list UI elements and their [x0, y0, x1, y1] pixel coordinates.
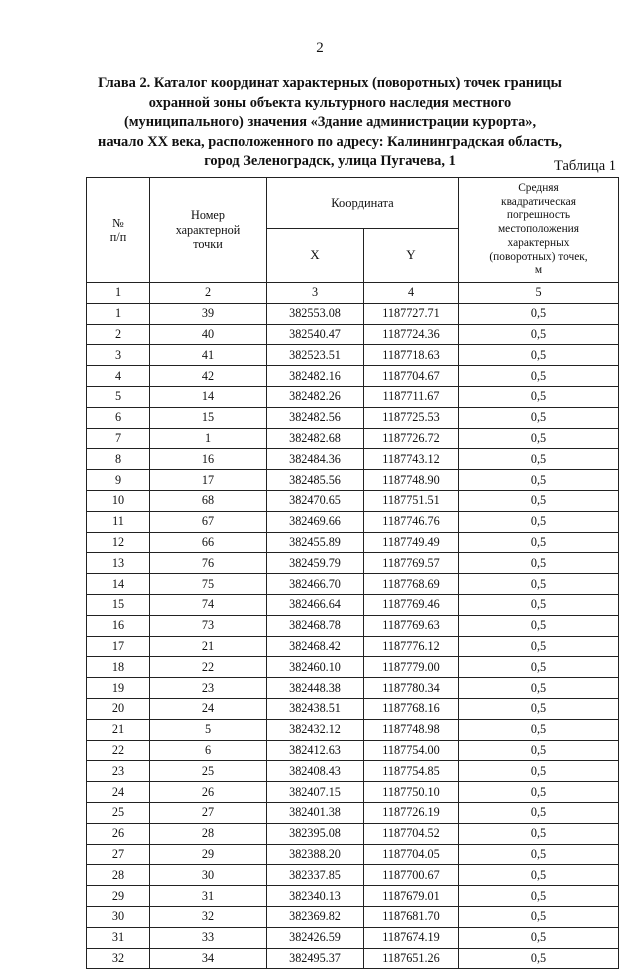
cell-y: 1187748.90: [364, 470, 459, 491]
cell-row-number: 6: [87, 407, 150, 428]
cell-y: 1187704.67: [364, 366, 459, 387]
cell-x: 382540.47: [267, 324, 364, 345]
cell-error: 0,5: [459, 345, 619, 366]
cell-x: 382401.38: [267, 802, 364, 823]
cell-row-number: 2: [87, 324, 150, 345]
header-text: точки: [193, 237, 223, 252]
cell-x: 382438.51: [267, 698, 364, 719]
cell-x: 382482.26: [267, 386, 364, 407]
cell-row-number: 26: [87, 823, 150, 844]
page-number: 2: [316, 40, 324, 56]
cell-x: 382466.64: [267, 594, 364, 615]
cell-error: 0,5: [459, 886, 619, 907]
cell-y: 1187704.52: [364, 823, 459, 844]
cell-x: 382408.43: [267, 761, 364, 782]
cell-point-number: 26: [150, 782, 267, 803]
cell-y: 1187779.00: [364, 657, 459, 678]
cell-row-number: 23: [87, 761, 150, 782]
cell-row-number: 30: [87, 906, 150, 927]
cell-row-number: 20: [87, 698, 150, 719]
cell-y: 1187749.49: [364, 532, 459, 553]
cell-row-number: 22: [87, 740, 150, 761]
cell-point-number: 40: [150, 324, 267, 345]
cell-point-number: 15: [150, 407, 267, 428]
cell-error: 0,5: [459, 906, 619, 927]
header-text: характерной: [175, 222, 241, 237]
table-row: [87, 678, 619, 699]
heading-line: начало XX века, расположенного по адресу: Калининградская область,: [98, 133, 562, 150]
table-row: [87, 719, 619, 740]
cell-row-number: 25: [87, 802, 150, 823]
cell-row-number: 8: [87, 449, 150, 470]
chapter-heading: [60, 74, 600, 172]
heading-line: Глава 2. Каталог координат характерных (поворотных) точек границы: [98, 75, 562, 91]
cell-row-number: 7: [87, 428, 150, 449]
header-text: квадратическая: [501, 195, 576, 208]
table-row: [87, 386, 619, 407]
cell-x: 382470.65: [267, 490, 364, 511]
cell-point-number: 21: [150, 636, 267, 657]
cell-point-number: 66: [150, 532, 267, 553]
cell-x: 382484.36: [267, 449, 364, 470]
cell-row-number: 15: [87, 594, 150, 615]
cell-point-number: 42: [150, 366, 267, 387]
column-number: 4: [364, 283, 459, 304]
cell-x: 382485.56: [267, 470, 364, 491]
cell-y: 1187724.36: [364, 324, 459, 345]
table-row: [87, 823, 619, 844]
table-row: [87, 948, 619, 969]
cell-x: 382482.16: [267, 366, 364, 387]
cell-y: 1187768.16: [364, 698, 459, 719]
cell-y: 1187711.67: [364, 386, 459, 407]
cell-error: 0,5: [459, 366, 619, 387]
cell-point-number: 22: [150, 657, 267, 678]
header-text: погрешность: [506, 209, 571, 222]
cell-row-number: 19: [87, 678, 150, 699]
cell-y: 1187769.63: [364, 615, 459, 636]
cell-point-number: 33: [150, 927, 267, 948]
cell-error: 0,5: [459, 470, 619, 491]
cell-point-number: 32: [150, 906, 267, 927]
column-number: 1: [87, 283, 150, 304]
cell-error: 0,5: [459, 698, 619, 719]
cell-row-number: 21: [87, 719, 150, 740]
table-row: [87, 366, 619, 387]
table-row: [87, 303, 619, 324]
table-row: [87, 844, 619, 865]
table-row: [87, 574, 619, 595]
cell-point-number: 27: [150, 802, 267, 823]
cell-error: 0,5: [459, 303, 619, 324]
table-row: [87, 490, 619, 511]
cell-point-number: 75: [150, 574, 267, 595]
header-text: местоположения: [497, 223, 580, 236]
cell-error: 0,5: [459, 490, 619, 511]
cell-y: 1187751.51: [364, 490, 459, 511]
header-row-number: [87, 178, 150, 283]
cell-point-number: 5: [150, 719, 267, 740]
table-row: [87, 428, 619, 449]
cell-y: 1187750.10: [364, 782, 459, 803]
cell-row-number: 27: [87, 844, 150, 865]
heading-line: (муниципального) значения «Здание администрации курорта»,: [123, 114, 537, 130]
cell-row-number: 29: [87, 886, 150, 907]
cell-point-number: 28: [150, 823, 267, 844]
cell-y: 1187748.98: [364, 719, 459, 740]
header-y: Y: [364, 229, 459, 283]
cell-row-number: 4: [87, 366, 150, 387]
cell-x: 382455.89: [267, 532, 364, 553]
table-row: [87, 511, 619, 532]
cell-x: 382468.42: [267, 636, 364, 657]
cell-point-number: 29: [150, 844, 267, 865]
cell-y: 1187704.05: [364, 844, 459, 865]
cell-y: 1187754.85: [364, 761, 459, 782]
cell-y: 1187718.63: [364, 345, 459, 366]
cell-error: 0,5: [459, 386, 619, 407]
cell-x: 382448.38: [267, 678, 364, 699]
table-row: [87, 532, 619, 553]
cell-row-number: 12: [87, 532, 150, 553]
cell-point-number: 41: [150, 345, 267, 366]
table-row: [87, 657, 619, 678]
cell-x: 382412.63: [267, 740, 364, 761]
cell-y: 1187743.12: [364, 449, 459, 470]
table-row: [87, 865, 619, 886]
cell-y: 1187780.34: [364, 678, 459, 699]
cell-point-number: 73: [150, 615, 267, 636]
cell-x: 382388.20: [267, 844, 364, 865]
cell-point-number: 25: [150, 761, 267, 782]
header-text: №: [112, 215, 124, 230]
cell-point-number: 30: [150, 865, 267, 886]
table-row: [87, 886, 619, 907]
header-text: Номер: [191, 208, 225, 223]
cell-x: 382395.08: [267, 823, 364, 844]
cell-y: 1187769.46: [364, 594, 459, 615]
cell-error: 0,5: [459, 594, 619, 615]
cell-error: 0,5: [459, 719, 619, 740]
cell-error: 0,5: [459, 678, 619, 699]
cell-error: 0,5: [459, 574, 619, 595]
cell-error: 0,5: [459, 865, 619, 886]
cell-row-number: 3: [87, 345, 150, 366]
cell-row-number: 5: [87, 386, 150, 407]
cell-row-number: 1: [87, 303, 150, 324]
cell-row-number: 13: [87, 553, 150, 574]
cell-point-number: 39: [150, 303, 267, 324]
table-row: [87, 782, 619, 803]
heading-line: город Зеленоградск, улица Пугачева, 1: [204, 153, 456, 169]
table-row: [87, 636, 619, 657]
table-row: [87, 761, 619, 782]
cell-x: 382369.82: [267, 906, 364, 927]
cell-error: 0,5: [459, 449, 619, 470]
cell-y: 1187679.01: [364, 886, 459, 907]
cell-x: 382495.37: [267, 948, 364, 969]
cell-row-number: 14: [87, 574, 150, 595]
cell-error: 0,5: [459, 823, 619, 844]
cell-row-number: 32: [87, 948, 150, 969]
table-row: [87, 615, 619, 636]
cell-x: 382426.59: [267, 927, 364, 948]
cell-row-number: 18: [87, 657, 150, 678]
cell-error: 0,5: [459, 740, 619, 761]
cell-row-number: 31: [87, 927, 150, 948]
cell-y: 1187726.19: [364, 802, 459, 823]
cell-y: 1187725.53: [364, 407, 459, 428]
coordinates-table: [86, 177, 619, 969]
cell-row-number: 10: [87, 490, 150, 511]
cell-error: 0,5: [459, 802, 619, 823]
table-row: [87, 698, 619, 719]
cell-row-number: 17: [87, 636, 150, 657]
header-x: X: [267, 229, 364, 283]
cell-point-number: 31: [150, 886, 267, 907]
header-text: (поворотных) точек,: [489, 250, 588, 263]
cell-error: 0,5: [459, 428, 619, 449]
header-text: м: [534, 264, 543, 277]
table-row: [87, 407, 619, 428]
cell-x: 382482.68: [267, 428, 364, 449]
cell-point-number: 23: [150, 678, 267, 699]
cell-error: 0,5: [459, 782, 619, 803]
cell-x: 382337.85: [267, 865, 364, 886]
cell-error: 0,5: [459, 511, 619, 532]
cell-point-number: 74: [150, 594, 267, 615]
header-text: характерных: [507, 236, 570, 249]
header-error: [459, 178, 619, 283]
table-caption: Таблица 1: [553, 158, 616, 174]
table-row: [87, 449, 619, 470]
cell-error: 0,5: [459, 636, 619, 657]
cell-y: 1187776.12: [364, 636, 459, 657]
cell-row-number: 24: [87, 782, 150, 803]
cell-x: 382468.78: [267, 615, 364, 636]
cell-error: 0,5: [459, 657, 619, 678]
cell-x: 382469.66: [267, 511, 364, 532]
cell-y: 1187727.71: [364, 303, 459, 324]
heading-line: охранной зоны объекта культурного наследия местного: [148, 94, 512, 111]
cell-row-number: 9: [87, 470, 150, 491]
cell-point-number: 24: [150, 698, 267, 719]
cell-point-number: 1: [150, 428, 267, 449]
cell-y: 1187746.76: [364, 511, 459, 532]
table-row: [87, 906, 619, 927]
cell-y: 1187754.00: [364, 740, 459, 761]
cell-y: 1187681.70: [364, 906, 459, 927]
table-row: [87, 594, 619, 615]
header-text: п/п: [109, 230, 127, 244]
cell-y: 1187700.67: [364, 865, 459, 886]
table-row: [87, 802, 619, 823]
cell-x: 382459.79: [267, 553, 364, 574]
cell-y: 1187769.57: [364, 553, 459, 574]
cell-x: 382340.13: [267, 886, 364, 907]
cell-row-number: 11: [87, 511, 150, 532]
cell-point-number: 76: [150, 553, 267, 574]
column-number-row: [87, 283, 619, 304]
cell-x: 382432.12: [267, 719, 364, 740]
cell-y: 1187768.69: [364, 574, 459, 595]
cell-x: 382523.51: [267, 345, 364, 366]
table-row: [87, 324, 619, 345]
cell-point-number: 6: [150, 740, 267, 761]
cell-error: 0,5: [459, 407, 619, 428]
cell-point-number: 67: [150, 511, 267, 532]
header-point-number: [150, 178, 267, 283]
cell-point-number: 14: [150, 386, 267, 407]
column-number: 5: [459, 283, 619, 304]
cell-error: 0,5: [459, 324, 619, 345]
table-row: [87, 345, 619, 366]
column-number: 2: [150, 283, 267, 304]
cell-x: 382466.70: [267, 574, 364, 595]
table-row: [87, 470, 619, 491]
table-row: [87, 927, 619, 948]
cell-y: 1187674.19: [364, 927, 459, 948]
cell-error: 0,5: [459, 532, 619, 553]
cell-y: 1187651.26: [364, 948, 459, 969]
cell-error: 0,5: [459, 553, 619, 574]
cell-y: 1187726.72: [364, 428, 459, 449]
cell-error: 0,5: [459, 844, 619, 865]
cell-x: 382482.56: [267, 407, 364, 428]
cell-point-number: 34: [150, 948, 267, 969]
cell-x: 382460.10: [267, 657, 364, 678]
cell-error: 0,5: [459, 927, 619, 948]
cell-x: 382407.15: [267, 782, 364, 803]
cell-error: 0,5: [459, 761, 619, 782]
cell-point-number: 17: [150, 470, 267, 491]
cell-row-number: 16: [87, 615, 150, 636]
table-row: [87, 740, 619, 761]
cell-point-number: 68: [150, 490, 267, 511]
cell-error: 0,5: [459, 615, 619, 636]
header-coordinate: Координата: [267, 178, 459, 229]
cell-point-number: 16: [150, 449, 267, 470]
cell-error: 0,5: [459, 948, 619, 969]
cell-row-number: 28: [87, 865, 150, 886]
cell-x: 382553.08: [267, 303, 364, 324]
header-text: Средняя: [518, 181, 559, 194]
column-number: 3: [267, 283, 364, 304]
table-row: [87, 553, 619, 574]
